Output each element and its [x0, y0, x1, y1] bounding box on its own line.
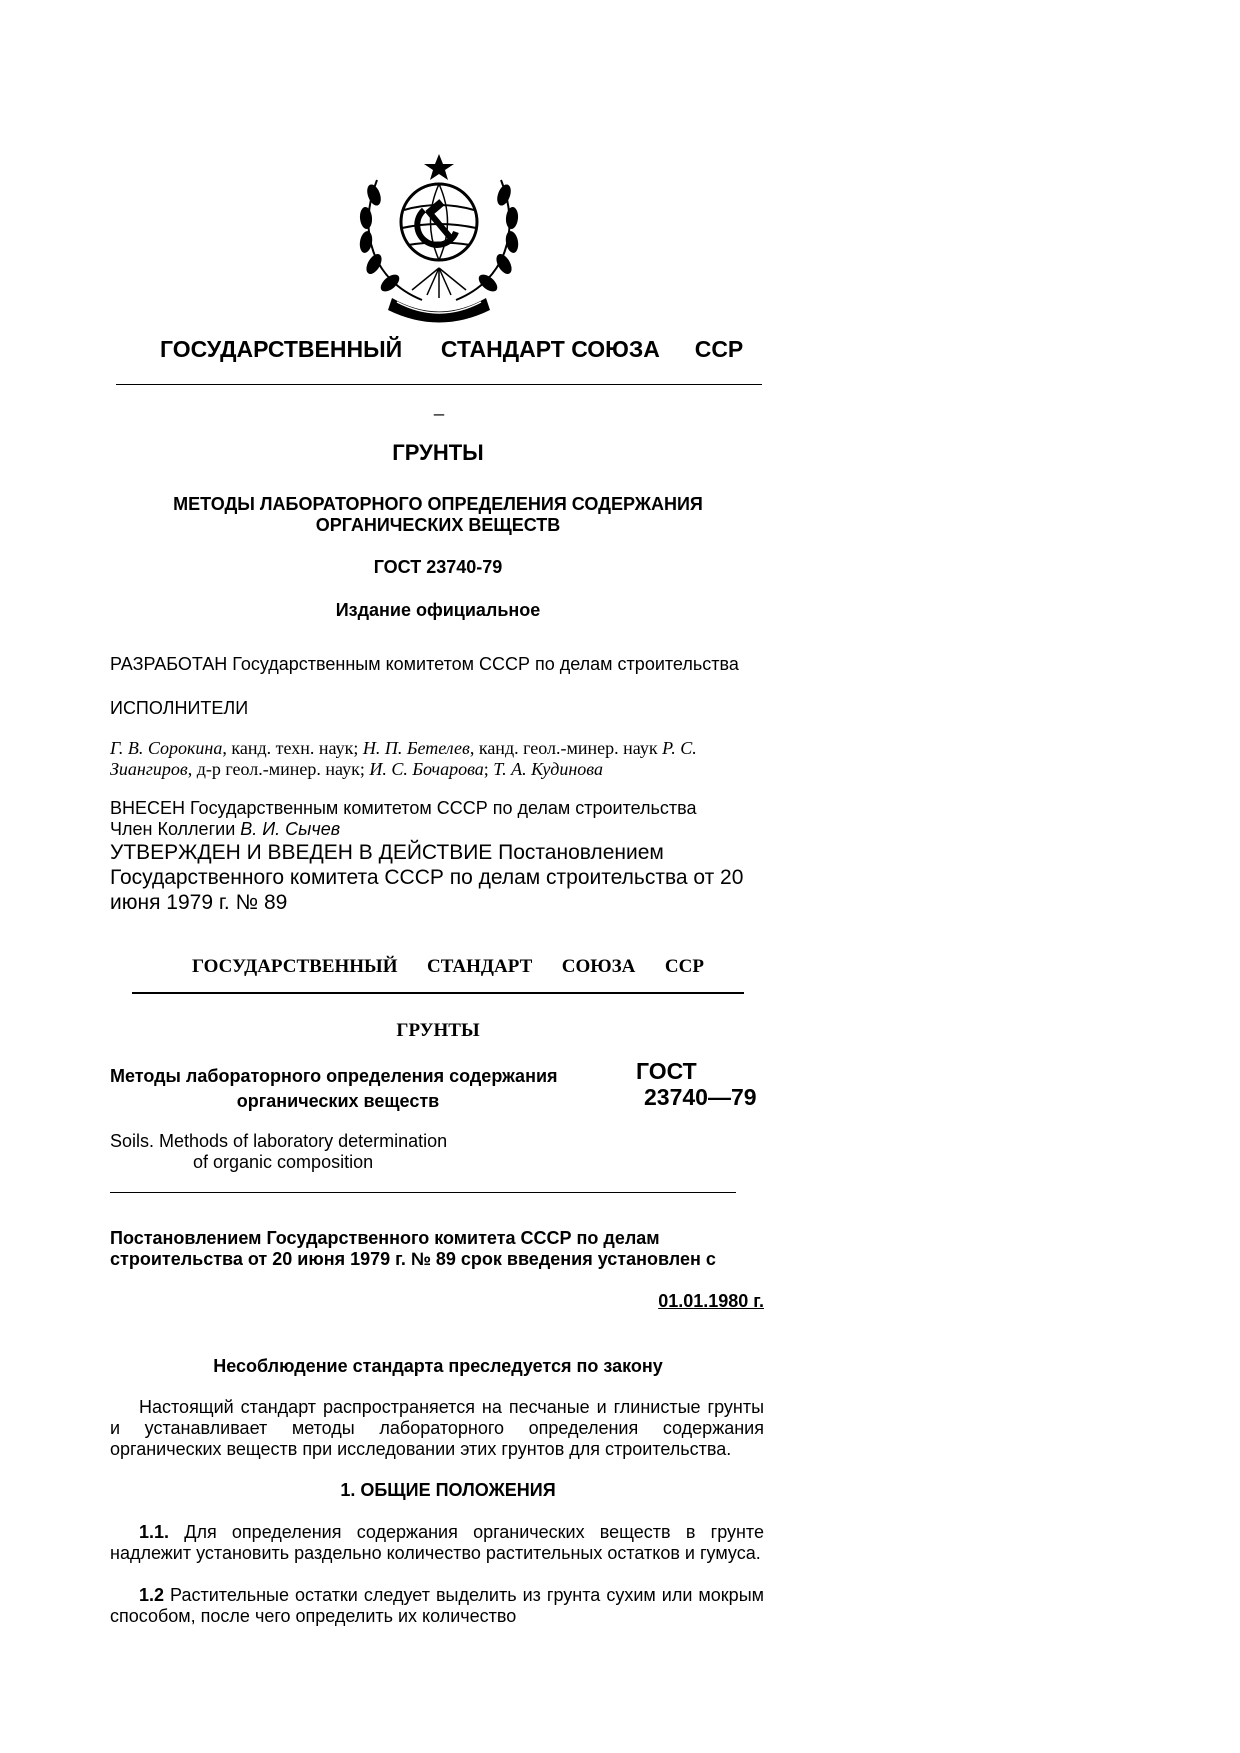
- subject-line1: Методы лабораторного определения содержания: [110, 1066, 558, 1086]
- clause-text: Для определения содержания органических веществ в грунте надлежит установить раздельно количество растительных остатков и гумуса.: [110, 1522, 764, 1563]
- gost-code: 23740—79: [644, 1084, 757, 1110]
- clause-number: 1.1.: [139, 1522, 170, 1542]
- executor-name: Т. А. Кудинова: [493, 759, 603, 779]
- cover-subtitle-line1: МЕТОДЫ ЛАБОРАТОРНОГО ОПРЕДЕЛЕНИЯ СОДЕРЖАНИЯ: [173, 494, 703, 514]
- credits-developed: РАЗРАБОТАН Государственным комитетом СССР по делам строительства: [110, 654, 739, 674]
- header-word-3: ССР: [694, 336, 744, 362]
- board-member-label: Член Коллегии: [110, 819, 241, 839]
- standard-page-header-rule: [132, 992, 744, 994]
- executor-name: Г. В. Сорокина: [110, 738, 223, 758]
- std-header-word-4: ССР: [664, 956, 704, 977]
- standard-subject: [110, 1064, 590, 1114]
- credits-approved: УТВЕРЖДЕН И ВВЕДЕН В ДЕЙСТВИЕ Постановлением Государственного комитета СССР по делам строительства от 20 июня 1979 г. № 89: [110, 841, 744, 914]
- credits-board-member: [110, 819, 810, 840]
- executor-title: , канд. геол.-минер. наук: [469, 738, 663, 758]
- board-member-name: В. И. Сычев: [240, 819, 341, 839]
- credits-introduced: [110, 798, 810, 840]
- english-title-rule: [110, 1192, 736, 1193]
- executor-name: И. С. Бочарова: [369, 759, 484, 779]
- effective-date: 01.01.1980 г.: [658, 1291, 764, 1311]
- cover-gost-number: ГОСТ 23740-79: [373, 557, 503, 577]
- decree-text: Постановлением Государственного комитета СССР по делам строительства от 20 июня 1979 г. № 89 срок введения установлен с: [110, 1228, 716, 1269]
- executor-title: ;: [483, 759, 494, 779]
- std-header-word-1: ГОСУДАРСТВЕННЫЙ: [192, 956, 398, 977]
- standard-page-header: [192, 956, 712, 978]
- credits-introduced-text: ВНЕСЕН Государственным комитетом СССР по делам строительства: [110, 798, 697, 818]
- gost-label: ГОСТ: [636, 1058, 697, 1084]
- cover-title: ГРУНТЫ: [392, 440, 484, 465]
- credits-executors-list: [110, 738, 760, 780]
- credits-executors-label: ИСПОЛНИТЕЛИ: [110, 698, 249, 718]
- standard-gost-code: [636, 1058, 776, 1110]
- header-word-2: СТАНДАРТ СОЮЗА: [440, 336, 660, 362]
- std-header-word-3: СОЮЗА: [561, 956, 636, 977]
- header-separator-dash: _: [434, 396, 445, 416]
- section-1-title: 1. ОБЩИЕ ПОЛОЖЕНИЯ: [340, 1480, 556, 1500]
- scope-paragraph: Настоящий стандарт распространяется на песчаные и глинистые грунты и устанавливает методы лабораторного определения содержания органических веществ при исследовании этих грунтов для строительства.: [110, 1397, 764, 1459]
- header-rule: [116, 384, 762, 385]
- cover-subtitle-line2: ОРГАНИЧЕСКИХ ВЕЩЕСТВ: [315, 515, 561, 535]
- header-word-1: ГОСУДАРСТВЕННЫЙ: [160, 336, 403, 362]
- standard-page-title: ГРУНТЫ: [396, 1020, 480, 1041]
- english-line2: of organic composition: [193, 1152, 374, 1172]
- subject-line2: органических веществ: [236, 1091, 440, 1111]
- law-warning: Несоблюдение стандарта преследуется по закону: [213, 1356, 663, 1376]
- executor-name: Н. П. Бетелев: [362, 738, 470, 758]
- clause-number: 1.2: [139, 1585, 165, 1605]
- clause-1-2: [110, 1585, 764, 1627]
- english-line1: Soils. Methods of laboratory determination: [110, 1131, 448, 1151]
- clause-1-1: [110, 1522, 764, 1564]
- ussr-emblem: [352, 150, 526, 330]
- cover-subtitle: [100, 494, 776, 536]
- ussr-state-emblem-icon: [352, 150, 526, 330]
- clause-text: Растительные остатки следует выделить из грунта сухим или мокрым способом, после чего определить их количество: [110, 1585, 764, 1626]
- executor-name: Р. С. Зиангиров: [110, 738, 697, 779]
- executor-title: , канд. техн. наук;: [222, 738, 363, 758]
- cover-edition: Издание официальное: [335, 600, 541, 620]
- state-standard-header: [160, 336, 744, 363]
- std-header-word-2: СТАНДАРТ: [426, 956, 533, 977]
- executor-title: , д-р геол.-минер. наук;: [187, 759, 370, 779]
- english-title: [110, 1131, 670, 1173]
